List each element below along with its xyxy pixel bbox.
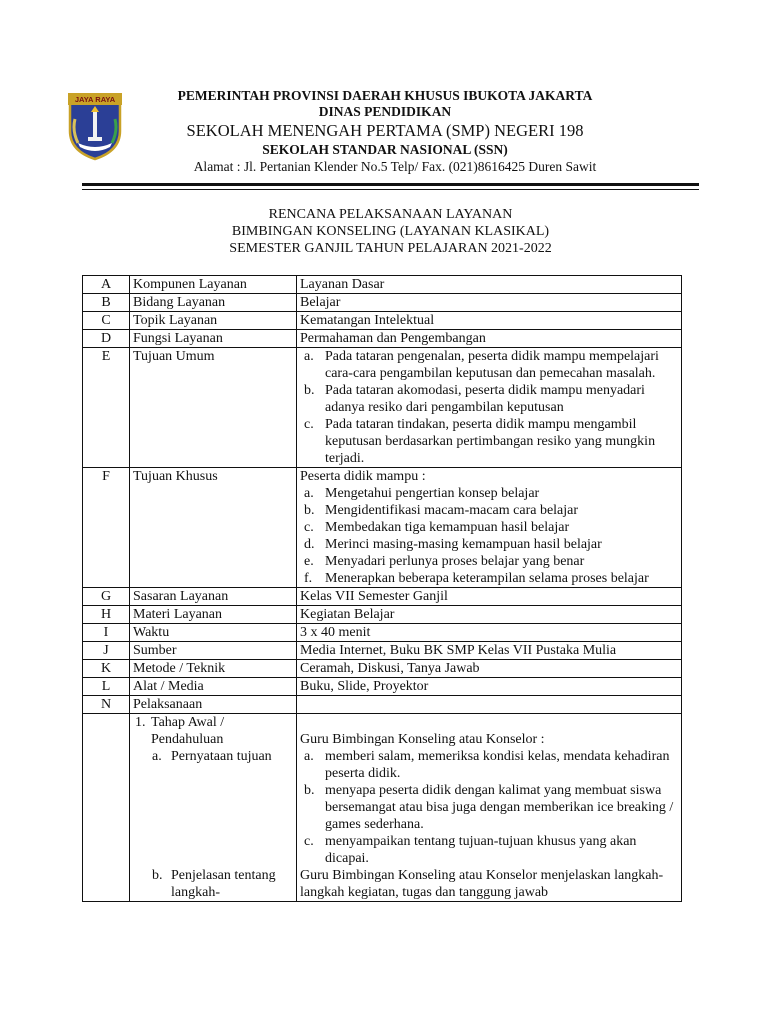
document-title [82, 206, 699, 257]
table-row [83, 696, 682, 714]
list-marker: e. [304, 554, 314, 569]
row-label: Tujuan Khusus [130, 468, 297, 588]
step-marker: 1. [135, 715, 146, 730]
table-row [83, 624, 682, 642]
list-item [300, 570, 678, 587]
row-code: H [83, 606, 130, 624]
list-marker: d. [304, 537, 315, 552]
step-1b [133, 867, 293, 901]
row-code [83, 714, 130, 902]
row-label: Sasaran Layanan [130, 588, 297, 606]
list-marker: c. [304, 417, 314, 432]
list-text: Pada tataran pengenalan, peserta didik mampu mempelajari cara-cara pengambilan keputusan dan pemecahan masalah. [325, 349, 659, 381]
table-row [83, 606, 682, 624]
list-text: Mengidentifikasi macam-macam cara belajar [325, 503, 579, 518]
row-label: Alat / Media [130, 678, 297, 696]
step-marker: b. [152, 868, 163, 883]
row-label: Metode / Teknik [130, 660, 297, 678]
step-description [297, 714, 682, 902]
row-code: N [83, 696, 130, 714]
list-item [300, 782, 678, 833]
list-text: menyapa peserta didik dengan kalimat yang membuat siswa bersemangat atau bisa juga dengan memberikan ice breaking / games sederhana. [325, 783, 674, 832]
row-code: K [83, 660, 130, 678]
table-row [83, 294, 682, 312]
list-marker: f. [304, 571, 313, 586]
table-row [83, 468, 682, 588]
step-label: Tahap Awal / Pendahuluan [151, 715, 225, 747]
list-item [300, 748, 678, 782]
list-marker: b. [304, 383, 315, 398]
letterhead-divider-thick [82, 183, 699, 186]
list-marker: a. [304, 349, 314, 364]
step-b-description: Guru Bimbingan Konseling atau Konselor menjelaskan langkah-langkah kegiatan, tugas dan tanggung jawab [300, 868, 664, 900]
title-line-3: SEMESTER GANJIL TAHUN PELAJARAN 2021-2022 [229, 241, 552, 256]
row-value: Belajar [297, 294, 682, 312]
list-marker: a. [304, 486, 314, 501]
jakarta-coat-of-arms-logo [66, 91, 124, 161]
row-code: C [83, 312, 130, 330]
row-value: Layanan Dasar [297, 276, 682, 294]
list-item [300, 502, 678, 519]
svg-text:JAYA RAYA: JAYA RAYA [74, 95, 116, 104]
letterhead-agency: DINAS PENDIDIKAN [318, 104, 452, 119]
row-label: Bidang Layanan [130, 294, 297, 312]
row-value: Buku, Slide, Proyektor [297, 678, 682, 696]
list-marker: b. [304, 503, 315, 518]
row-value: Media Internet, Buku BK SMP Kelas VII Pustaka Mulia [297, 642, 682, 660]
list-item [300, 348, 678, 382]
step-intro: Guru Bimbingan Konseling atau Konselor : [300, 732, 545, 747]
title-line-1: RENCANA PELAKSANAAN LAYANAN [268, 207, 513, 222]
row-code: B [83, 294, 130, 312]
row-label: Sumber [130, 642, 297, 660]
letterhead [130, 88, 640, 175]
list-marker: b. [304, 783, 315, 798]
row-label: Materi Layanan [130, 606, 297, 624]
plan-table [82, 275, 682, 902]
row-code: E [83, 348, 130, 468]
list-text: Menerapkan beberapa keterampilan selama proses belajar [325, 571, 649, 586]
row-code: L [83, 678, 130, 696]
row-label: Kompunen Layanan [130, 276, 297, 294]
list-text: Pada tataran tindakan, peserta didik mampu mengambil keputusan berdasarkan pertimbangan resiko yang mungkin terjadi. [325, 417, 656, 466]
row-value [297, 696, 682, 714]
letterhead-divider-thin [82, 189, 699, 190]
list-item [300, 485, 678, 502]
list-text: menyampaikan tentang tujuan-tujuan khusus yang akan dicapai. [325, 834, 637, 866]
list-marker: c. [304, 520, 314, 535]
row-value: Kegiatan Belajar [297, 606, 682, 624]
row-label: Waktu [130, 624, 297, 642]
table-row [83, 588, 682, 606]
list-marker: c. [304, 834, 314, 849]
table-row [83, 660, 682, 678]
list-item [300, 382, 678, 416]
row-code: A [83, 276, 130, 294]
table-row [83, 642, 682, 660]
row-value: 3 x 40 menit [297, 624, 682, 642]
list-item [300, 519, 678, 536]
step-1 [133, 714, 293, 748]
row-label: Fungsi Layanan [130, 330, 297, 348]
row-code: I [83, 624, 130, 642]
list-text: Pada tataran akomodasi, peserta didik mampu menyadari adanya resiko dari pengambilan keputusan [325, 383, 645, 415]
table-row [83, 348, 682, 468]
letterhead-address: Alamat : Jl. Pertanian Klender No.5 Telp/ Fax. (021)8616425 Duren Sawit [193, 159, 597, 174]
row-label: Topik Layanan [130, 312, 297, 330]
list-text: Mengetahui pengertian konsep belajar [325, 486, 540, 501]
table-row [83, 678, 682, 696]
list-intro: Peserta didik mampu : [300, 469, 426, 484]
list-item [300, 416, 678, 467]
row-value [297, 468, 682, 588]
list-item [300, 553, 678, 570]
table-row [83, 312, 682, 330]
step-1a [133, 748, 293, 765]
title-line-2: BIMBINGAN KONSELING (LAYANAN KLASIKAL) [231, 224, 550, 239]
list-text: Merinci masing-masing kemampuan hasil belajar [325, 537, 602, 552]
letterhead-government: PEMERINTAH PROVINSI DAERAH KHUSUS IBUKOTA JAKARTA [177, 88, 593, 103]
list-marker: a. [304, 749, 314, 764]
step-label: Penjelasan tentang langkah- [171, 868, 276, 900]
list-text: Menyadari perlunya proses belajar yang benar [325, 554, 585, 569]
row-label: Pelaksanaan [130, 696, 297, 714]
step-cell [130, 714, 297, 902]
row-value: Permahaman dan Pengembangan [297, 330, 682, 348]
table-row [83, 714, 682, 902]
list-text: memberi salam, memeriksa kondisi kelas, mendata kehadiran peserta didik. [325, 749, 670, 781]
row-value: Kematangan Intelektual [297, 312, 682, 330]
step-marker: a. [152, 749, 162, 764]
row-label: Tujuan Umum [130, 348, 297, 468]
list-item [300, 833, 678, 867]
list-item [300, 536, 678, 553]
row-code: J [83, 642, 130, 660]
row-value: Kelas VII Semester Ganjil [297, 588, 682, 606]
letterhead-school-status: SEKOLAH STANDAR NASIONAL (SSN) [262, 142, 508, 157]
table-row [83, 330, 682, 348]
step-label: Pernyataan tujuan [171, 749, 272, 764]
table-row [83, 276, 682, 294]
row-code: G [83, 588, 130, 606]
row-value [297, 348, 682, 468]
letterhead-school-name: SEKOLAH MENENGAH PERTAMA (SMP) NEGERI 198 [186, 121, 584, 140]
row-code: F [83, 468, 130, 588]
row-code: D [83, 330, 130, 348]
list-text: Membedakan tiga kemampuan hasil belajar [325, 520, 570, 535]
row-value: Ceramah, Diskusi, Tanya Jawab [297, 660, 682, 678]
